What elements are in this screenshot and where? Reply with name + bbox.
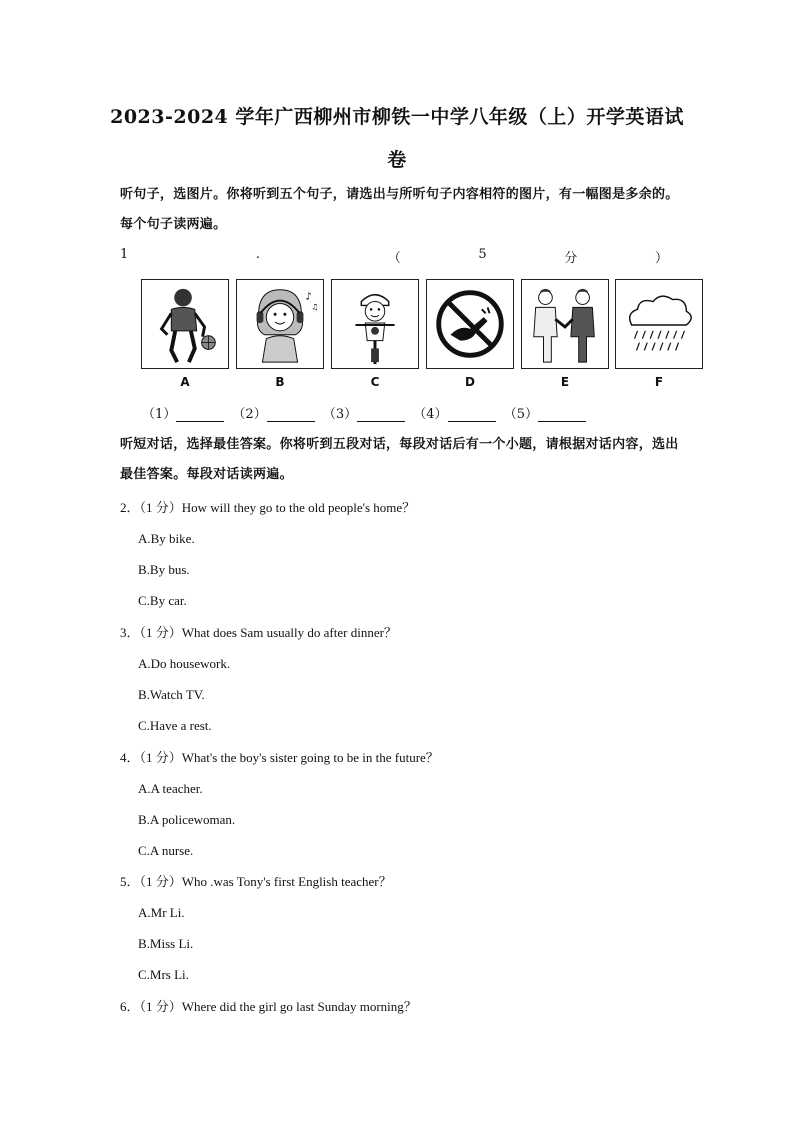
no-littering-sign-icon <box>427 280 513 368</box>
svg-text:♫: ♫ <box>311 302 319 312</box>
question-1-header <box>120 247 668 267</box>
q3-option-a[interactable]: A.Do housework. <box>138 656 231 671</box>
handshake-icon <box>522 280 608 368</box>
q2-option-c[interactable]: C.By car. <box>138 593 187 608</box>
blank-label-5: （5） <box>503 407 538 422</box>
exam-title-line-2: 卷 <box>387 149 407 171</box>
picture-letter-f: F <box>654 375 664 389</box>
question-5: 5．（1 分）Who .was Tony's first English teacher？ <box>120 874 392 889</box>
answer-blank-2[interactable] <box>267 407 315 422</box>
boy-bike-icon <box>332 280 418 368</box>
blank-label-1: （1） <box>142 407 177 422</box>
picture-letter-e: E <box>560 375 570 389</box>
svg-text:♪: ♪ <box>305 291 312 303</box>
q4-option-c[interactable]: C.A nurse. <box>138 843 194 858</box>
question-6: 6．（1 分）Where did the girl go last Sunday morning？ <box>120 999 417 1014</box>
q2-option-b[interactable]: B.By bus. <box>138 562 190 577</box>
picture-e <box>521 279 609 369</box>
blank-label-2: （2） <box>232 407 267 422</box>
q4-option-a[interactable]: A.A teacher. <box>138 781 203 796</box>
question-2: 2．（1 分）How will they go to the old people's home？ <box>120 500 416 515</box>
picture-letter-c: C <box>370 375 380 389</box>
q2-option-a[interactable]: A.By bike. <box>138 531 195 546</box>
q3-option-b[interactable]: B.Watch TV. <box>138 687 205 702</box>
question-4: 4．（1 分）What's the boy's sister going to be in the future？ <box>120 750 439 765</box>
q1-unit: 分 <box>564 251 578 266</box>
q1-rparen: ） <box>654 251 668 266</box>
section2-instruction: 听短对话，选择最佳答案。你将听到五段对话，每段对话后有一个小题，请根据对话内容，选出最佳答案。每段对话读两遍。 <box>120 437 679 482</box>
blank-label-3: （3） <box>322 407 358 422</box>
q1-points: 5 <box>478 247 487 262</box>
exam-title-line-1: 2023-2024 学年广西柳州市柳铁一中学八年级（上）开学英语试 <box>110 106 684 128</box>
answer-blank-1[interactable] <box>176 407 224 422</box>
q1-number: 1 <box>120 247 129 262</box>
picture-b <box>236 279 324 369</box>
picture-row <box>141 279 703 375</box>
picture-c <box>331 279 419 369</box>
q5-option-a[interactable]: A.Mr Li. <box>138 905 185 920</box>
q5-option-c[interactable]: C.Mrs Li. <box>138 967 189 982</box>
q1-lparen: （ <box>387 251 401 266</box>
q1-dot: . <box>255 247 261 262</box>
answer-blank-3[interactable] <box>357 407 405 422</box>
section1-instruction: 听句子，选图片。你将听到五个句子，请选出与所听句子内容相符的图片，有一幅图是多余的。每个句子读两遍。 <box>120 187 679 232</box>
question-3: 3．（1 分）What does Sam usually do after dinner？ <box>120 625 397 640</box>
q3-option-c[interactable]: C.Have a rest. <box>138 718 212 733</box>
answer-blanks <box>142 403 590 422</box>
picture-letter-b: B <box>275 375 285 389</box>
basketball-player-icon <box>142 280 228 368</box>
q4-option-b[interactable]: B.A policewoman. <box>138 812 236 827</box>
picture-letters <box>141 375 703 395</box>
blank-label-4: （4） <box>413 407 448 422</box>
picture-d <box>426 279 514 369</box>
q5-option-b[interactable]: B.Miss Li. <box>138 936 194 951</box>
picture-f <box>615 279 703 369</box>
answer-blank-4[interactable] <box>448 407 496 422</box>
answer-blank-5[interactable] <box>538 407 586 422</box>
picture-a <box>141 279 229 369</box>
rain-cloud-icon <box>616 280 702 368</box>
picture-letter-d: D <box>465 375 475 389</box>
picture-letter-a: A <box>180 375 190 389</box>
girl-headphones-music-icon <box>237 280 323 368</box>
